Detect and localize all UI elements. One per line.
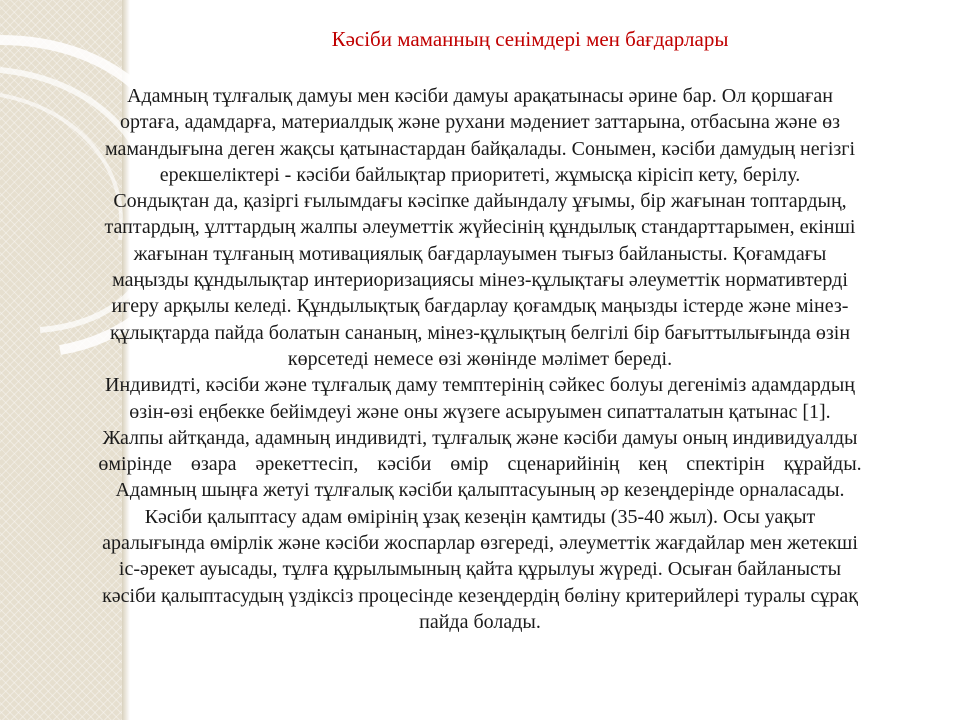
text-line: құлықтарда пайда болатын сананың, мінез-құлықтың белгілі бір бағыттылығында өзін [109,321,851,344]
text-line: Адамның тұлғалық дамуы мен кәсіби дамуы арақатынасы әрине бар. Ол қоршаған [127,85,833,107]
slide-body-text [6,83,954,635]
text-line: Сондықтан да, қазіргі ғылымдағы кәсіпке дайындалу ұғымы, бір жағынан топтардың, [113,190,847,213]
text-line: Индивидті, кәсіби және тұлғалық даму темптерінің сәйкес болуы дегеніміз адамдардың [105,374,855,397]
text-line: жағынан тұлғаның мотивациялық бағдарлауымен тығыз байланысты. Қоғамдағы [133,242,827,265]
text-line: ерекшеліктері - кәсіби байлықтар приоритеті, жұмысқа кірісіп кету, берілу. [159,163,801,186]
text-line: аралығында өмірлік және кәсіби жоспарлар өзгереді, әлеуметтік жағдайлар мен жетекші [102,532,858,555]
text-line: мамандығына деген жақсы қатынастардан байқалады. Сонымен, кәсіби дамудың негізгі [104,137,856,160]
text-line: пайда болады. [419,610,541,633]
text-line: Кәсіби қалыптасу адам өмірінің ұзақ кезеңін қамтиды (35-40 жыл). Осы уақыт [144,505,816,528]
text-line: өзін-өзі еңбекке бейімдеуі және оны жүзеге асыруымен сипатталатын қатынас [1]. [129,400,831,423]
text-line: таптардың, ұлттардың жалпы әлеуметтік жүйесінің құндылық стандарттарымен, екінші [104,216,856,239]
text-line: іс-әрекет ауысады, тұлға құрылымының қайта құрылуы жүреді. Осыған байланысты [118,558,842,581]
text-line: кәсіби қалыптасудың үздіксіз процесінде кезеңдердің бөліну критерийлері туралы сұрақ [102,584,858,607]
text-line: көрсетеді немесе өзі жөнінде мәлімет береді. [287,347,673,370]
text-line: Жалпы айтқанда, адамның индивидті, тұлғалық және кәсіби дамуы оның индивидуалды [102,426,858,449]
text-line: маңызды құндылықтар интериоризациясы мінез-құлықтағы әлеуметтік нормативтерді [112,269,848,292]
text-line: өмірінде өзара әрекеттесіп, кәсіби өмір сценарийінің кең спектірін құрайды. [98,453,862,476]
slide-title: Кәсіби маманның сенімдері мен бағдарлары [331,27,729,51]
text-line: игеру арқылы келеді. Құндылықтық бағдарлау қоғамдық маңызды істерде және мінез- [111,295,849,318]
text-line: ортаға, адамдарға, материалдық және рухани мәдениет заттарына, отбасына және өз [119,111,841,134]
text-line: Адамның шыңға жетуі тұлғалық кәсіби қалыптасуының әр кезеңдерінде орналасады. [115,479,845,502]
